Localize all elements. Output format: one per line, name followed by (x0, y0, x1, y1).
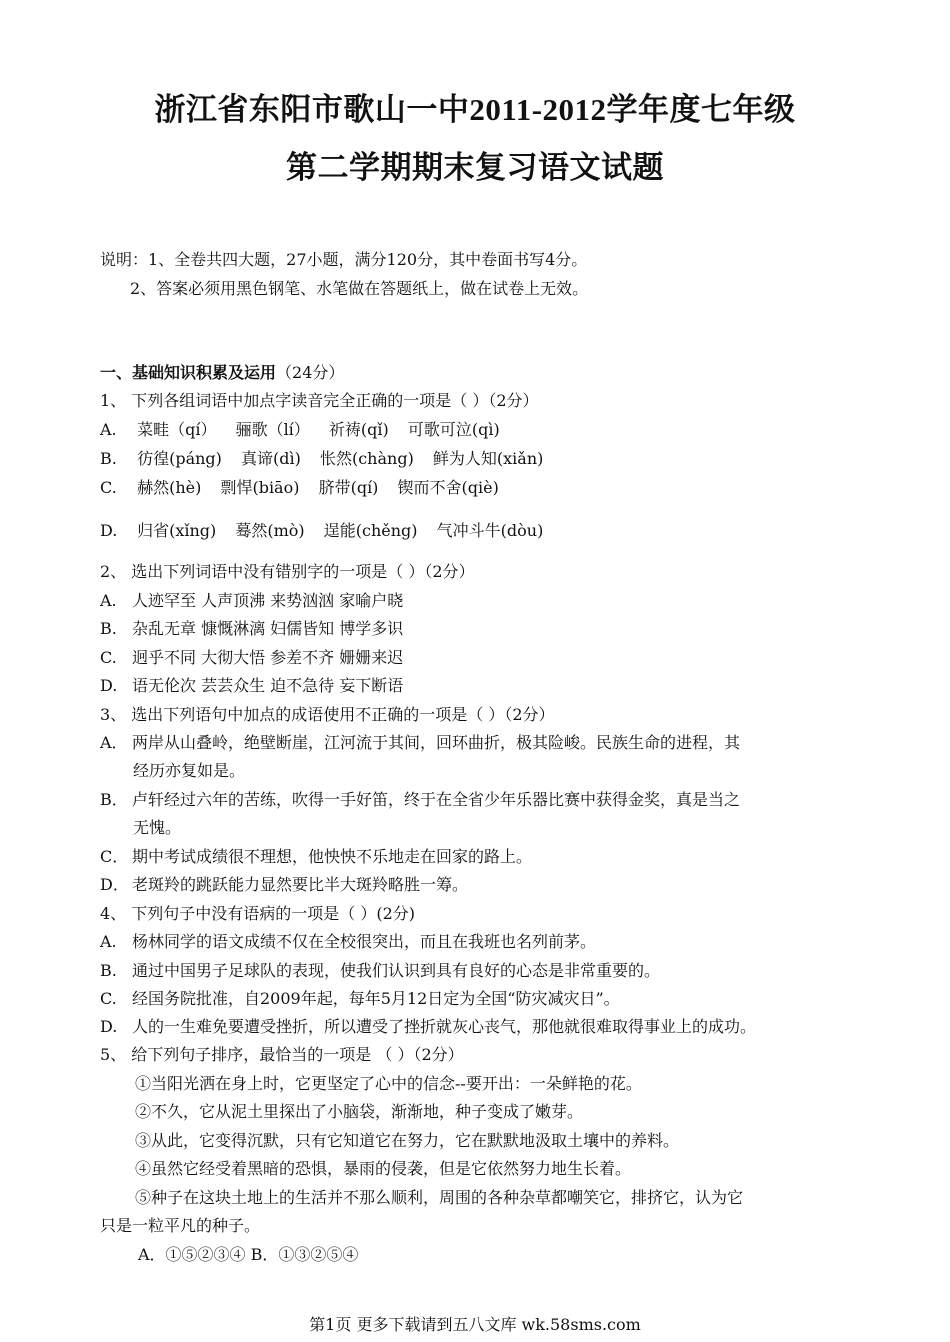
title-line-1: 浙江省东阳市歌山一中2011-2012学年度七年级 (154, 92, 796, 127)
option-text: 语无伦次 芸芸众生 迫不急待 妄下断语 (132, 676, 404, 695)
q5-answer-options: A．①⑤②③④ B．①③②⑤④ (138, 1245, 359, 1264)
option-label: C. (100, 989, 117, 1008)
option-label: D. (100, 521, 118, 540)
q3-option-a (100, 733, 740, 753)
option-text: 杂乱无章 慷慨淋漓 妇儒皆知 博学多识 (132, 619, 404, 638)
q1-stem: 1、 下列各组词语中加点字读音完全正确的一项是（ ）（2分） (100, 391, 539, 410)
q1-option-a (100, 420, 514, 440)
q5-sentence-2: ②不久，它从泥土里探出了小脑袋，渐渐地，种子变成了嫩芽。 (135, 1102, 584, 1121)
option-label: D. (100, 1017, 118, 1036)
q5-sentence-1: ①当阳光洒在身上时，它更坚定了心中的信念--要开出：一朵鲜艳的花。 (135, 1074, 642, 1093)
q2-option-b (100, 619, 403, 639)
instructions-line-2: 2、答案必须用黑色钢笔、水笔做在答题纸上，做在试卷上无效。 (130, 279, 589, 298)
q4-option-b (100, 961, 660, 981)
q2-option-d (100, 676, 403, 696)
option-label: A. (100, 932, 117, 951)
option-text: 通过中国男子足球队的表现，使我们认识到具有良好的心态是非常重要的。 (132, 961, 661, 980)
section-1-score: （24分） (276, 363, 345, 382)
q2-stem: 2、 选出下列词语中没有错别字的一项是（ ）（2分） (100, 562, 475, 581)
option-item: 怅然(chàng) (319, 449, 414, 468)
option-item: 归省(xǐng) (137, 521, 217, 540)
q4-option-a (100, 932, 596, 952)
option-text: 迥乎不同 大彻大悟 参差不齐 姗姗来迟 (132, 648, 404, 667)
q3-stem: 3、 选出下列语句中加点的成语使用不正确的一项是（ ）（2分） (100, 705, 555, 724)
option-item: 锲而不舍(qiè) (397, 478, 499, 497)
option-item: 气冲斗牛(dòu) (436, 521, 544, 540)
option-item: 赫然(hè) (137, 478, 202, 497)
option-text: 人迹罕至 人声顶沸 来势汹汹 家喻户晓 (132, 591, 404, 610)
option-label: B. (100, 449, 117, 468)
q4-stem: 4、 下列句子中没有语病的一项是（ ）(2分) (100, 904, 416, 923)
option-label: B. (100, 619, 117, 638)
option-item: 脐带(qí) (318, 478, 379, 497)
option-text: 杨林同学的语文成绩不仅在全校很突出，而且在我班也名列前茅。 (132, 932, 597, 951)
q5-sentence-4: ④虽然它经受着黑暗的恐惧，暴雨的侵袭，但是它依然努力地生长着。 (135, 1159, 632, 1178)
q2-option-a (100, 591, 403, 611)
q1-option-c (100, 478, 513, 498)
option-item: 骊歌（lí） (235, 420, 310, 439)
title-line-2: 第二学期期末复习语文试题 (286, 150, 664, 185)
option-item: 可歌可泣(qì) (407, 420, 500, 439)
q5-sentence-5-cont: 只是一粒平凡的种子。 (100, 1216, 261, 1235)
q3-option-a-cont: 经历亦复如是。 (133, 761, 246, 780)
q5-stem: 5、 给下列句子排序，最恰当的一项是 （ ）（2分） (100, 1045, 464, 1064)
q5-sentence-3: ③从此，它变得沉默，只有它知道它在努力，它在默默地汲取土壤中的养料。 (135, 1131, 680, 1150)
q2-option-c (100, 648, 403, 668)
q3-option-b-cont: 无愧。 (133, 818, 182, 837)
option-label: B. (100, 961, 117, 980)
option-label: A. (100, 420, 117, 439)
option-label: C. (100, 648, 117, 667)
page-footer: 第1页 更多下载请到五八文库 wk.58sms.com (309, 1315, 641, 1334)
option-item: 蓦然(mò) (235, 521, 305, 540)
option-item: 真谛(dì) (241, 449, 301, 468)
option-text: 人的一生难免要遭受挫折，所以遭受了挫折就灰心丧气，那他就很难取得事业上的成功。 (132, 1017, 757, 1036)
section-1-heading (100, 363, 344, 383)
section-1-title: 一、基础知识积累及运用 (100, 363, 277, 382)
q1-option-d (100, 521, 557, 541)
q4-option-d (100, 1017, 756, 1037)
option-text: 老斑羚的跳跃能力显然要比半大斑羚略胜一筹。 (132, 875, 469, 894)
option-label: B． (100, 790, 128, 809)
option-item: 祈祷(qǐ) (328, 420, 389, 439)
q5-sentence-5: ⑤种子在这块土地上的生活并不那么顺利，周围的各种杂草都嘲笑它，排挤它，认为它 (135, 1188, 744, 1207)
option-text: 经国务院批准，自2009年起，每年5月12日定为全国“防灾减灾日”。 (132, 989, 620, 1008)
option-label: C． (100, 847, 129, 866)
option-text: 卢轩经过六年的苦练，吹得一手好笛，终于在全省少年乐器比赛中获得金奖，真是当之 (132, 790, 741, 809)
option-label: C. (100, 478, 117, 497)
option-label: D． (100, 875, 129, 894)
q3-option-b (100, 790, 740, 810)
instructions-line-1: 说明：1、全卷共四大题，27小题，满分120分，其中卷面书写4分。 (100, 250, 588, 269)
q3-option-d (100, 875, 468, 895)
q4-option-c (100, 989, 620, 1009)
q1-option-b (100, 449, 557, 469)
q3-option-c (100, 847, 532, 867)
option-item: 剽悍(biāo) (220, 478, 300, 497)
option-item: 逞能(chěng) (323, 521, 418, 540)
option-label: A． (100, 733, 128, 752)
option-text: 期中考试成绩很不理想，他怏怏不乐地走在回家的路上。 (132, 847, 533, 866)
option-text: 两岸从山叠岭，绝壁断崖，江河流于其间，回环曲折，极其险峻。民族生命的进程，其 (132, 733, 741, 752)
option-label: D. (100, 676, 118, 695)
option-item: 菜畦（qí） (137, 420, 217, 439)
option-item: 彷徨(páng) (137, 449, 222, 468)
option-label: A. (100, 591, 117, 610)
option-item: 鲜为人知(xiǎn) (432, 449, 544, 468)
